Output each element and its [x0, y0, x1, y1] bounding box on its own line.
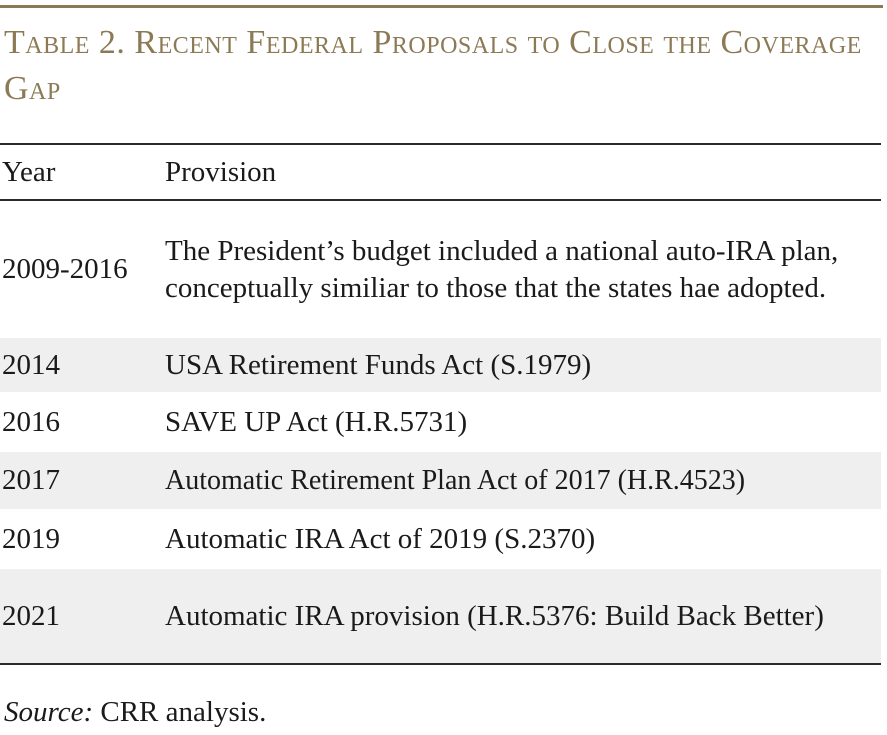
- year-cell: 2016: [2, 405, 60, 438]
- header-provision: Provision: [165, 155, 277, 188]
- provision-cell: SAVE UP Act (H.R.5731): [165, 405, 468, 438]
- table-row: [0, 392, 881, 452]
- provision-cell: Automatic IRA Act of 2019 (S.2370): [165, 522, 596, 555]
- table-header-row: [0, 145, 881, 201]
- table-row: [0, 201, 881, 338]
- header-year: Year: [2, 155, 56, 188]
- source-note: [4, 692, 266, 732]
- source-label: Source:: [4, 696, 94, 728]
- year-cell: 2009-2016: [2, 253, 128, 285]
- provision-cell: Automatic IRA provision (H.R.5376: Build Back Better): [165, 600, 824, 632]
- provision-cell: Automatic Retirement Plan Act of 2017 (H.R.4523): [165, 465, 746, 496]
- year-cell: 2017: [2, 464, 60, 496]
- table-row: [0, 338, 881, 392]
- table-title: Table 2. Recent Federal Proposals to Close the Coverage Gap: [4, 24, 862, 107]
- year-cell: 2019: [2, 522, 60, 555]
- year-cell: 2014: [2, 348, 60, 381]
- top-rule: [0, 5, 883, 8]
- source-text: CRR analysis.: [100, 696, 267, 728]
- proposals-table: [0, 143, 881, 665]
- year-cell: 2021: [2, 599, 60, 632]
- provision-cell: The President’s budget included a national auto-IRA plan, conceptually similiar to those that the states hae adopted.: [165, 234, 839, 304]
- provision-cell: USA Retirement Funds Act (S.1979): [165, 348, 592, 381]
- table-row: [0, 452, 881, 509]
- table-row: [0, 569, 881, 663]
- table-row: [0, 509, 881, 569]
